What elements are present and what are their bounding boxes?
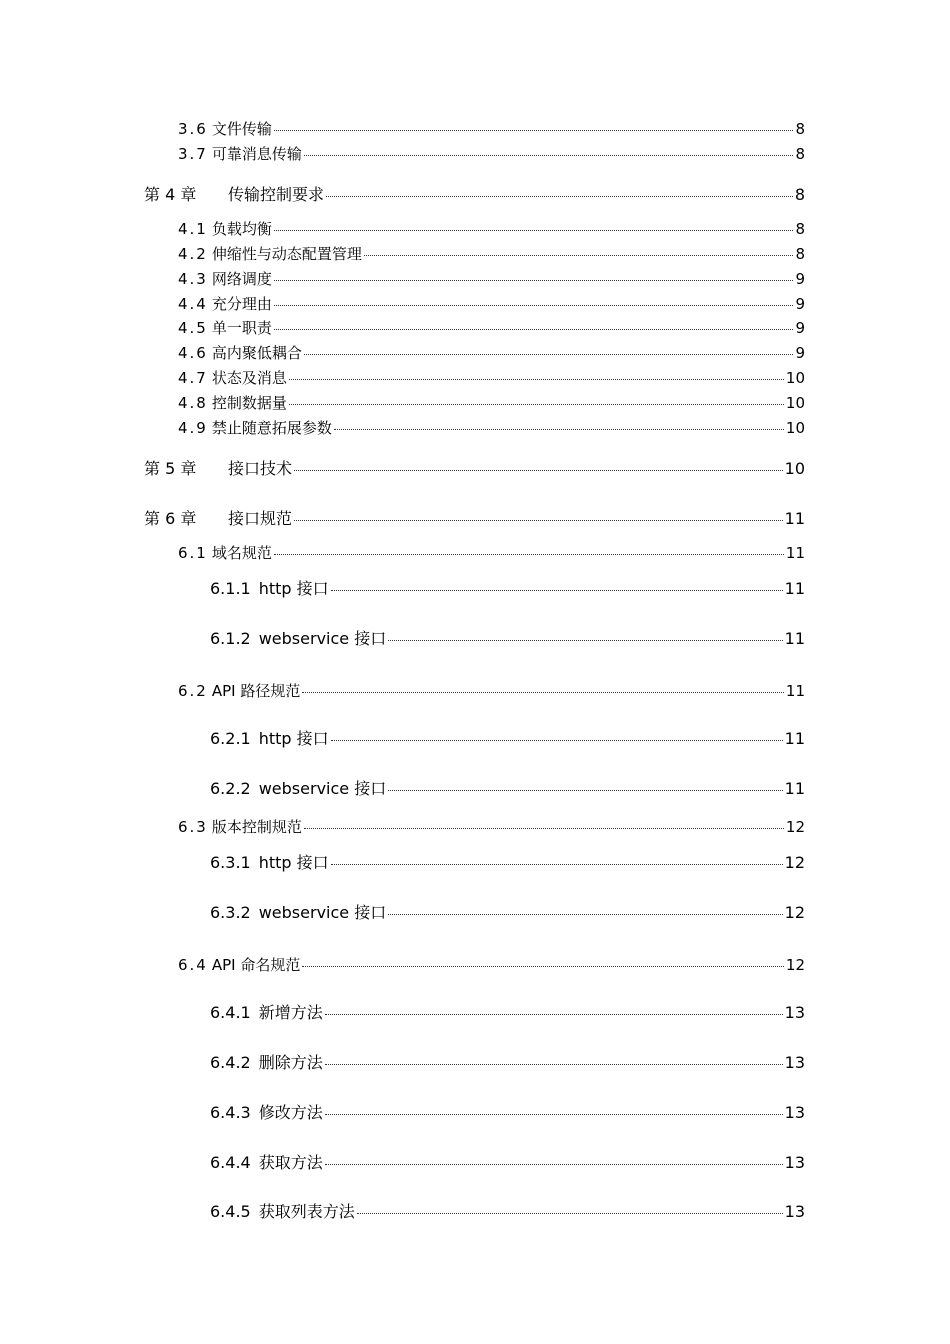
dot-leader (304, 354, 794, 355)
toc-number: 4.2 (178, 245, 208, 263)
dot-leader (331, 740, 783, 741)
toc-number: 6.1.2 (210, 629, 251, 648)
toc-page: 10 (785, 369, 805, 387)
toc-number: 4.5 (178, 319, 208, 337)
toc-number: 6.4.4 (210, 1153, 251, 1172)
dot-leader (325, 1114, 783, 1115)
toc-title: webservice 接口 (258, 779, 387, 798)
toc-title: 状态及消息 (211, 369, 287, 387)
toc-number: 4.6 (178, 344, 208, 362)
toc-title: 充分理由 (211, 295, 272, 313)
toc-title: 可靠消息传输 (211, 145, 302, 163)
toc-number: 6.1 (178, 544, 208, 562)
toc-page: 11 (784, 629, 805, 648)
toc-page: 8 (795, 145, 805, 163)
toc-entry-3-7[interactable] (178, 143, 805, 164)
toc-title: 接口技术 (228, 459, 293, 478)
dot-leader (331, 590, 783, 591)
dot-leader (294, 470, 783, 471)
dot-leader (274, 329, 794, 330)
toc-page: 12 (785, 818, 805, 836)
toc-number: 3.6 (178, 120, 208, 138)
toc-number: 6.4.3 (210, 1103, 251, 1122)
toc-page: 9 (795, 295, 805, 313)
dot-leader (304, 155, 794, 156)
toc-title: 文件传输 (211, 120, 272, 138)
toc-title: 控制数据量 (211, 394, 287, 412)
toc-number: 4.7 (178, 369, 208, 387)
dot-leader (289, 379, 784, 380)
toc-entry-6-1[interactable] (178, 542, 805, 563)
toc-number: 4.1 (178, 220, 208, 238)
toc-page: 9 (795, 319, 805, 337)
toc-entry-6-4[interactable] (178, 954, 805, 975)
toc-page: 9 (795, 344, 805, 362)
toc-page: 8 (795, 220, 805, 238)
toc-title: webservice 接口 (258, 903, 387, 922)
toc-page: 8 (794, 185, 805, 204)
toc-page: 13 (784, 1202, 805, 1221)
dot-leader (274, 130, 794, 131)
toc-entry-6-2-1[interactable] (210, 726, 805, 749)
toc-title: webservice 接口 (258, 629, 387, 648)
toc-entry-4-9[interactable] (178, 417, 805, 438)
dot-leader (302, 692, 784, 693)
toc-page: 10 (785, 394, 805, 412)
toc-entry-4-5[interactable] (178, 317, 805, 338)
toc-entry-6-4-4[interactable] (210, 1150, 805, 1173)
toc-page: 13 (784, 1153, 805, 1172)
toc-title: 负载均衡 (211, 220, 272, 238)
toc-number: 4.9 (178, 419, 208, 437)
dot-leader (302, 966, 784, 967)
toc-title: 删除方法 (258, 1053, 323, 1072)
dot-leader (325, 1164, 783, 1165)
toc-title: 域名规范 (211, 544, 272, 562)
toc-entry-4-3[interactable] (178, 268, 805, 289)
toc-number: 4.8 (178, 394, 208, 412)
toc-page: 11 (784, 509, 805, 528)
toc-title: 网络调度 (211, 270, 272, 288)
toc-number: 6.4.1 (210, 1003, 251, 1022)
toc-number: 4.3 (178, 270, 208, 288)
toc-number: 第 6 章 (144, 509, 197, 528)
toc-number: 4.4 (178, 295, 208, 313)
toc-page: 9 (795, 270, 805, 288)
toc-number: 6.1.1 (210, 579, 251, 598)
toc-page: 11 (784, 579, 805, 598)
toc-entry-6-3-1[interactable] (210, 850, 805, 873)
dot-leader (325, 1014, 783, 1015)
dot-leader (388, 640, 782, 641)
toc-title: 新增方法 (258, 1003, 323, 1022)
toc-title: 获取列表方法 (258, 1202, 355, 1221)
toc-entry-6-2-2[interactable] (210, 776, 805, 799)
toc-title: 伸缩性与动态配置管理 (211, 245, 362, 263)
toc-number: 第 4 章 (144, 185, 197, 204)
dot-leader (326, 196, 793, 197)
toc-page: 11 (785, 544, 805, 562)
toc-title: http 接口 (258, 579, 329, 598)
toc-number: 6.4 (178, 956, 208, 974)
toc-entry-6-4-5[interactable] (210, 1199, 805, 1222)
toc-title: 修改方法 (258, 1103, 323, 1122)
dot-leader (294, 520, 783, 521)
toc-title: 禁止随意拓展参数 (211, 419, 332, 437)
toc-page: 11 (785, 682, 805, 700)
toc-entry-6-4-1[interactable] (210, 1000, 805, 1023)
toc-entry-6-4-2[interactable] (210, 1050, 805, 1073)
toc-page: 8 (795, 245, 805, 263)
toc-entry-4-1[interactable] (178, 218, 805, 239)
toc-page: 12 (784, 853, 805, 872)
toc-number: 6.3 (178, 818, 208, 836)
toc-page: 10 (784, 459, 805, 478)
toc-title: 高内聚低耦合 (211, 344, 302, 362)
toc-entry-4-2[interactable] (178, 243, 805, 264)
toc-entry-6-1-2[interactable] (210, 626, 805, 649)
toc-title: 版本控制规范 (211, 818, 302, 836)
toc-number: 6.2 (178, 682, 208, 700)
toc-title: 获取方法 (258, 1153, 323, 1172)
toc-number: 第 5 章 (144, 459, 197, 478)
dot-leader (388, 790, 782, 791)
toc-title: 接口规范 (228, 509, 293, 528)
toc-number: 3.7 (178, 145, 208, 163)
toc-title: API 路径规范 (211, 682, 301, 700)
toc-entry-4-6[interactable] (178, 342, 805, 363)
toc-chapter-5[interactable] (144, 456, 805, 479)
dot-leader (334, 429, 784, 430)
toc-page: 8 (795, 120, 805, 138)
toc-number: 6.2.2 (210, 779, 251, 798)
toc-title: http 接口 (258, 853, 329, 872)
toc-number: 6.4.2 (210, 1053, 251, 1072)
toc-page: 10 (785, 419, 805, 437)
dot-leader (304, 828, 784, 829)
toc-entry-3-6[interactable] (178, 118, 805, 139)
toc-title: 传输控制要求 (228, 185, 325, 204)
toc-entry-6-3-2[interactable] (210, 900, 805, 923)
toc-number: 6.4.5 (210, 1202, 251, 1221)
dot-leader (274, 305, 794, 306)
toc-page: 11 (784, 779, 805, 798)
toc-number: 6.2.1 (210, 729, 251, 748)
dot-leader (331, 864, 783, 865)
toc-entry-4-4[interactable] (178, 293, 805, 314)
toc-page: 12 (784, 903, 805, 922)
toc-title: API 命名规范 (211, 956, 301, 974)
toc-page: 13 (784, 1103, 805, 1122)
dot-leader (364, 255, 794, 256)
dot-leader (357, 1213, 783, 1214)
toc-number: 6.3.1 (210, 853, 251, 872)
dot-leader (388, 914, 782, 915)
toc-page: 13 (784, 1053, 805, 1072)
toc-chapter-4[interactable] (144, 182, 805, 205)
toc-entry-6-1-1[interactable] (210, 576, 805, 599)
toc-chapter-6[interactable] (144, 506, 805, 529)
dot-leader (325, 1064, 783, 1065)
toc-page: 12 (785, 956, 805, 974)
toc-entry-6-2[interactable] (178, 680, 805, 701)
dot-leader (274, 280, 794, 281)
toc-entry-4-8[interactable] (178, 392, 805, 413)
toc-page: 11 (784, 729, 805, 748)
toc-entry-6-3[interactable] (178, 816, 805, 837)
dot-leader (274, 230, 794, 231)
toc-title: 单一职责 (211, 319, 272, 337)
toc-entry-4-7[interactable] (178, 367, 805, 388)
toc-number: 6.3.2 (210, 903, 251, 922)
toc-page: 13 (784, 1003, 805, 1022)
toc-title: http 接口 (258, 729, 329, 748)
dot-leader (274, 554, 784, 555)
toc-entry-6-4-3[interactable] (210, 1100, 805, 1123)
dot-leader (289, 404, 784, 405)
